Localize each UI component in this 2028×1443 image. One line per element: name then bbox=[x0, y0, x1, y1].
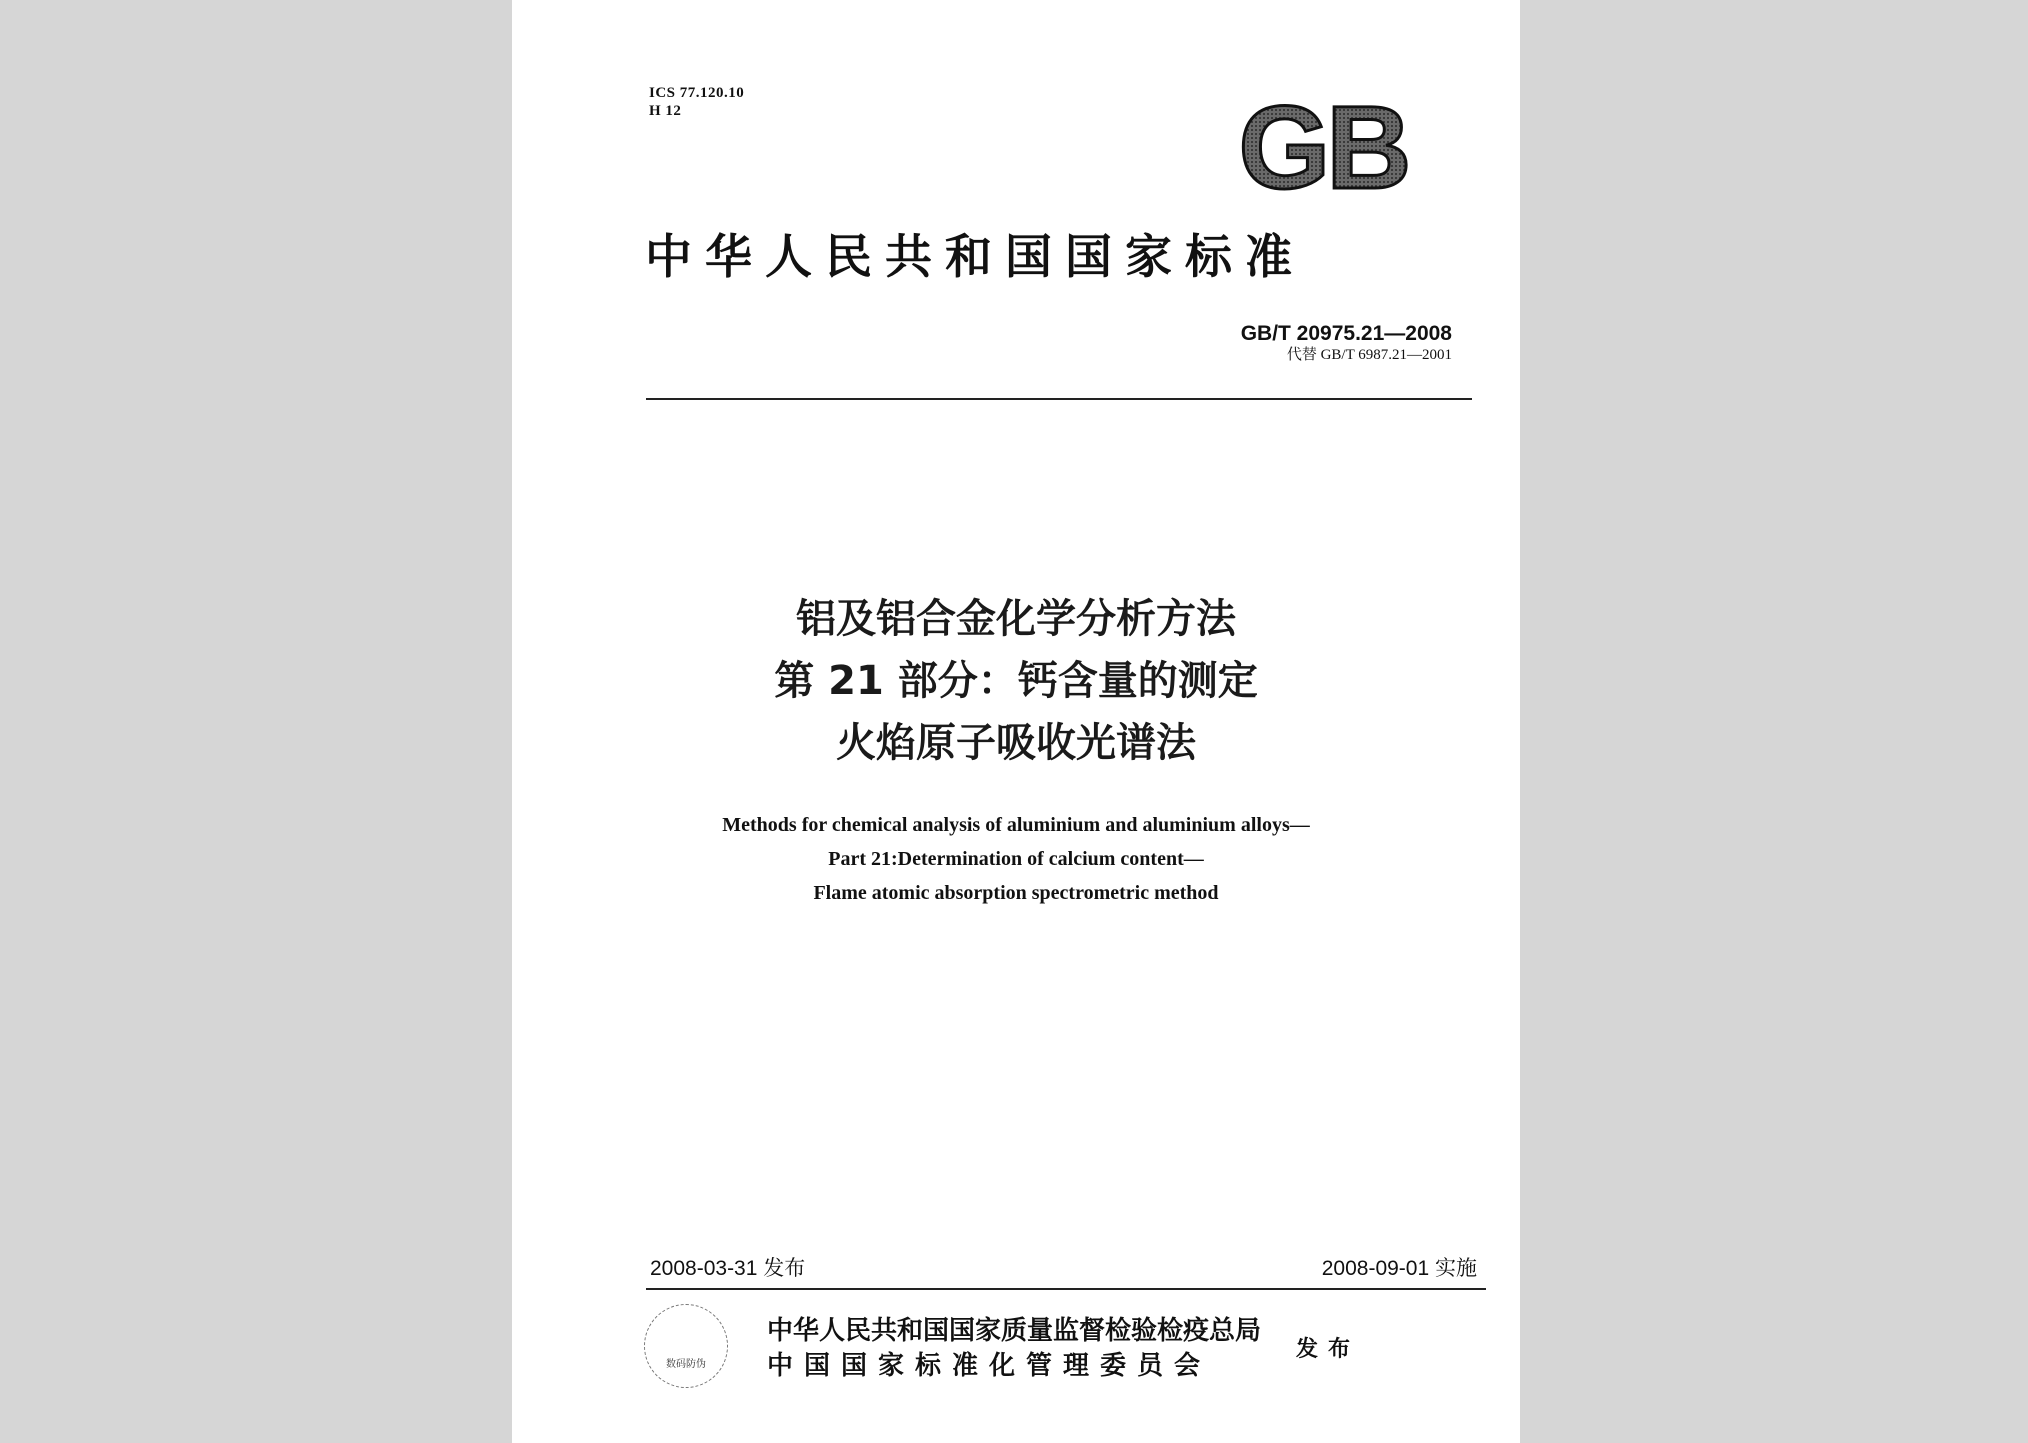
issuer-aqsiq: 中华人民共和国国家质量监督检验检疫总局 bbox=[767, 1316, 1262, 1346]
anti-counterfeit-stamp bbox=[644, 1304, 728, 1388]
classification-codes bbox=[649, 84, 744, 120]
chinese-title-line-1: 铝及铝合金化学分析方法 bbox=[796, 596, 1236, 642]
svg-text:GB: GB bbox=[1238, 96, 1408, 200]
national-standard-title: 中华人民共和国国家标准 bbox=[645, 230, 1305, 285]
ics-code: ICS 77.120.10 bbox=[649, 85, 745, 101]
top-divider bbox=[646, 398, 1472, 400]
chinese-title bbox=[512, 588, 1520, 774]
english-title-line-3: Flame atomic absorption spectrometric method bbox=[813, 882, 1219, 904]
stamp-text: 数码防伪 bbox=[666, 1359, 706, 1370]
issue-date: 2008-03-31 发布 bbox=[650, 1257, 806, 1280]
issuer-sac: 中国国家标准化管理委员会 bbox=[767, 1351, 1212, 1381]
issuing-organizations bbox=[767, 1314, 1261, 1384]
chinese-title-line-2: 第 21 部分：钙含量的测定 bbox=[774, 658, 1258, 704]
chinese-title-line-3: 火焰原子吸收光谱法 bbox=[836, 720, 1196, 766]
document-page bbox=[512, 0, 1520, 1443]
standard-number: GB/T 20975.21—2008 bbox=[1240, 322, 1452, 345]
publish-label: 发布 bbox=[1296, 1337, 1361, 1362]
gb-logo bbox=[1218, 96, 1428, 200]
replaces-standard: 代替 GB/T 6987.21—2001 bbox=[1286, 347, 1452, 363]
bottom-divider bbox=[646, 1288, 1486, 1290]
english-title-line-2: Part 21:Determination of calcium content— bbox=[828, 848, 1204, 870]
english-title-line-1: Methods for chemical analysis of aluminium and aluminium alloys— bbox=[722, 814, 1310, 836]
standard-number-block bbox=[1241, 322, 1452, 364]
implementation-date: 2008-09-01 实施 bbox=[1321, 1257, 1477, 1280]
ccs-code: H 12 bbox=[649, 103, 682, 119]
english-title bbox=[512, 808, 1520, 910]
